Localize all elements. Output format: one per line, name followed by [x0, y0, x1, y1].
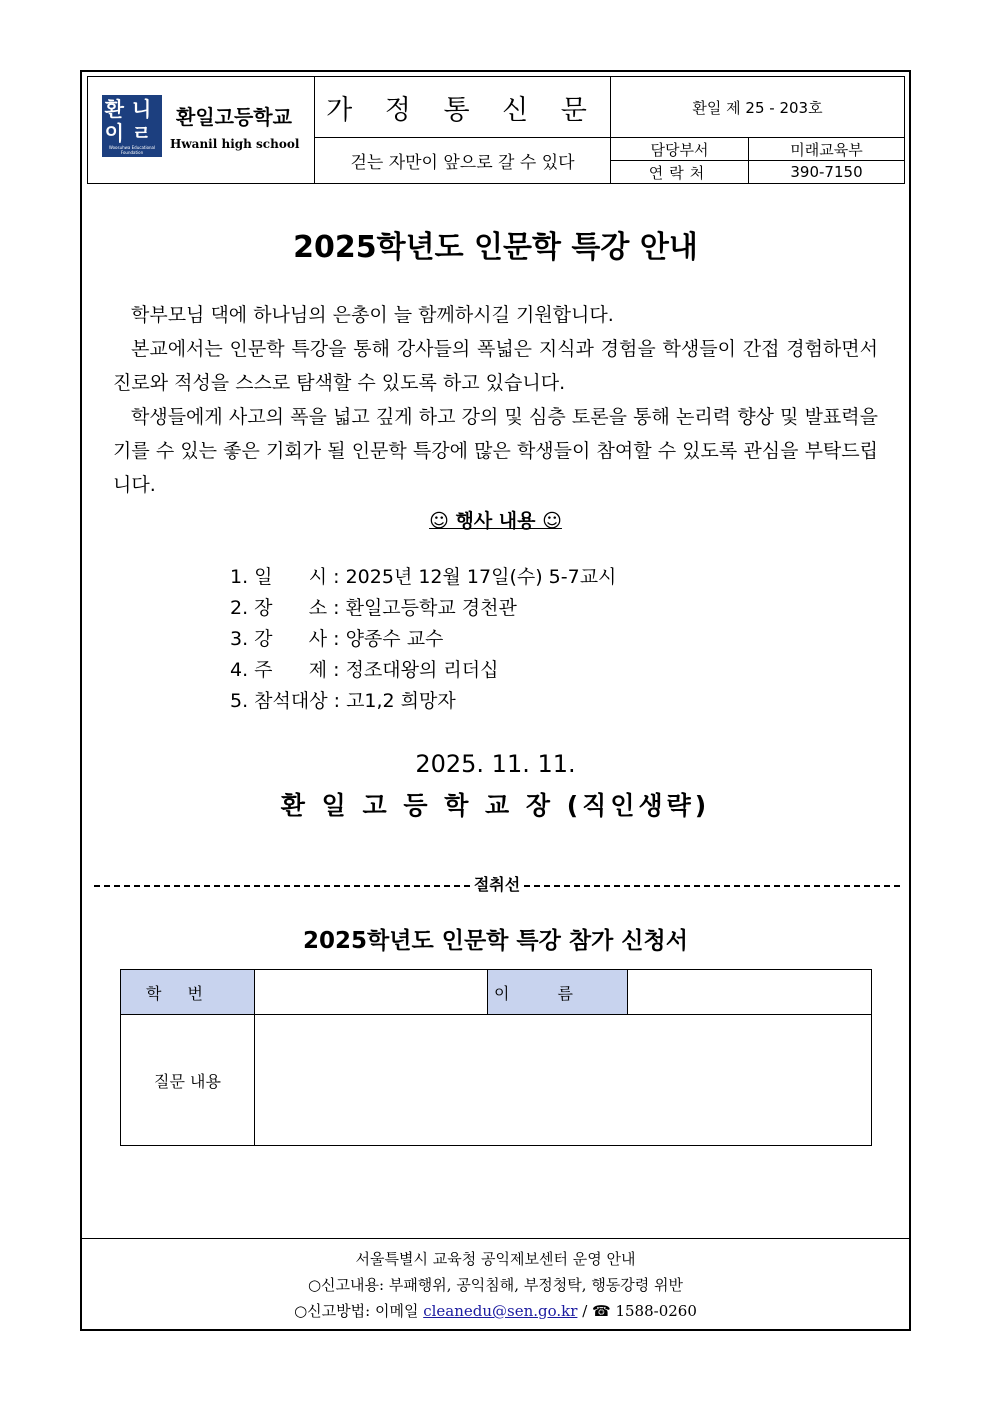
school-logo-block: [88, 77, 315, 183]
event-item-place: 2. 장 소 : 환일고등학교 경천관: [230, 597, 517, 619]
event-item-lecturer: 3. 강 사 : 양종수 교수: [230, 628, 444, 650]
school-logo-icon: 환니 이ㄹ Woosuhwa Educational Foundation: [102, 95, 162, 157]
school-slogan: 걷는 자만이 앞으로 갈 수 있다: [315, 138, 611, 183]
student-number-field[interactable]: [255, 970, 488, 1015]
student-number-label: 학번: [121, 970, 255, 1015]
contact-label: 연락처: [611, 161, 749, 183]
report-phone: 1588-0260: [615, 1302, 697, 1320]
event-item-target: 5. 참석대상 : 고1,2 희망자: [230, 690, 456, 712]
dept-value: 미래교육부: [749, 138, 904, 161]
contact-table: [611, 138, 904, 183]
name-label: 이름: [488, 970, 628, 1015]
application-form: [120, 969, 872, 1146]
name-field[interactable]: [628, 970, 871, 1015]
contact-value: 390-7150: [790, 163, 863, 181]
school-name-en: Hwanil high school: [170, 137, 300, 151]
dept-label: 담당부서: [611, 138, 749, 161]
issue-number: 환일 제 25 - 203호: [611, 77, 904, 138]
footer-title: 서울특별시 교육청 공익제보센터 운영 안내: [355, 1250, 636, 1268]
cut-line-dash-left: [94, 885, 470, 887]
paragraph-greeting: 학부모님 댁에 하나님의 은총이 늘 함께하시길 기원합니다.: [131, 304, 614, 326]
footer-notice: [80, 1238, 911, 1331]
letterhead: [87, 76, 905, 184]
paragraph-request: 학생들에게 사고의 폭을 넓고 깊게 하고 강의 및 심층 토론을 통해 논리력 향상 및 발표력을 기를 수 있는 좋은 기회가 될 인문학 특강에 많은 학생들이 참여할 수 있도록 관심을 부탁드립니다.: [113, 406, 878, 496]
question-field[interactable]: [255, 1015, 871, 1145]
cut-line: [94, 874, 900, 896]
footer-report-method: ○신고방법: 이메일 cleanedu@sen.go.kr / ☎ 1588-0260: [294, 1302, 697, 1320]
event-heading: ☺ 행사 내용 ☺: [429, 510, 562, 532]
question-label: 질문 내용: [121, 1015, 255, 1145]
principal-signature: 환 일 고 등 학 교 장 (직인생략): [280, 791, 711, 820]
cut-line-dash-right: [524, 885, 900, 887]
cut-line-label: 절취선: [473, 875, 521, 894]
report-email-link[interactable]: cleanedu@sen.go.kr: [423, 1302, 578, 1320]
notice-title: 2025학년도 인문학 특강 안내: [293, 230, 698, 265]
paragraph-purpose: 본교에서는 인문학 특강을 통해 강사들의 폭넓은 지식과 경험을 학생들이 간접 경험하면서 진로와 적성을 스스로 탐색할 수 있도록 하고 있습니다.: [113, 338, 878, 394]
event-item-date: 1. 일 시 : 2025년 12월 17일(수) 5-7교시: [230, 566, 617, 588]
newsletter-title: 가 정 통 신 문: [315, 77, 611, 138]
application-form-title: 2025학년도 인문학 특강 참가 신청서: [303, 928, 688, 954]
footer-report-content: ○신고내용: 부패행위, 공익침해, 부정청탁, 행동강령 위반: [307, 1276, 684, 1294]
event-details: [230, 562, 830, 717]
event-item-topic: 4. 주 제 : 정조대왕의 리더십: [230, 659, 499, 681]
issue-date: 2025. 11. 11.: [415, 750, 576, 778]
school-name-ko: 환일고등학교: [176, 105, 292, 129]
